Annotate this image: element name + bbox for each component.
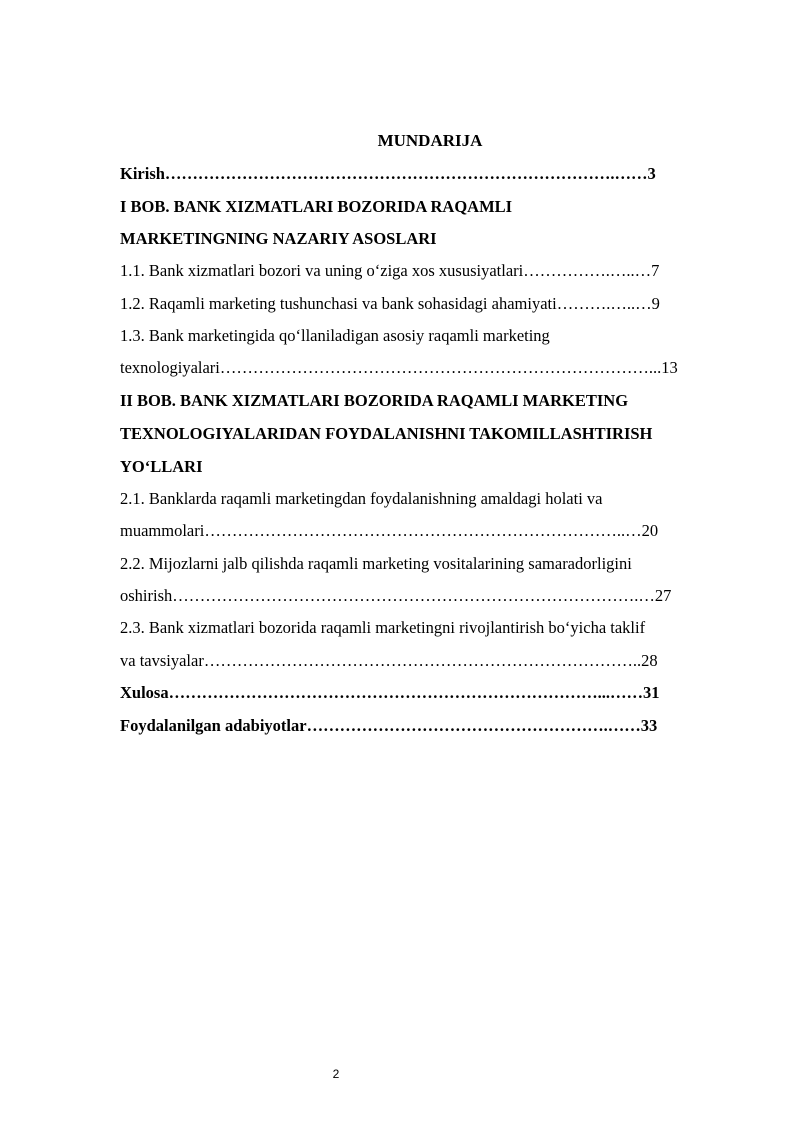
toc-entry-1-3-line-1: 1.3. Bank marketingida qoʻllaniladigan asosiy raqamli marketing — [120, 326, 550, 345]
toc-entry-references: Foydalanilgan adabiyotlar……………………………………………….……33 — [120, 716, 658, 735]
toc-chapter-2-heading-line-3: YOʻLLARI — [120, 457, 203, 476]
toc-entry-1-1: 1.1. Bank xizmatlari bozori va uning oʻziga xos xususiyatlari…………….…..…7 — [120, 261, 660, 280]
toc-title: MUNDARIJA — [377, 131, 483, 150]
toc-entry-introduction: Kirish……………………………………………………………………….……3 — [120, 164, 656, 183]
toc-entry-2-2-line-1: 2.2. Mijozlarni jalb qilishda raqamli marketing vositalarining samaradorligini — [120, 554, 632, 573]
page-number: 2 — [332, 1067, 340, 1081]
toc-chapter-1-heading-line-1: I BOB. BANK XIZMATLARI BOZORIDA RAQAMLI — [120, 197, 513, 216]
toc-entry-2-3-line-1: 2.3. Bank xizmatlari bozorida raqamli marketingni rivojlantirish boʻyicha taklif — [120, 618, 646, 637]
toc-chapter-2-heading-line-2: TEXNOLOGIYALARIDAN FOYDALANISHNI TAKOMILLASHTIRISH — [120, 424, 653, 443]
toc-entry-2-3-line-2: va tavsiyalar……………………………………………………………………..28 — [120, 651, 658, 670]
toc-chapter-1-heading-line-2: MARKETINGNING NAZARIY ASOSLARI — [120, 229, 437, 248]
toc-entry-1-2: 1.2. Raqamli marketing tushunchasi va bank sohasidagi ahamiyati……….…..…9 — [120, 294, 660, 313]
toc-entry-2-1-line-2: muammolari…………………………………………………………………..…20 — [120, 521, 659, 540]
toc-entry-conclusion: Xulosa……………………………………………………………………...……31 — [120, 683, 660, 702]
toc-chapter-2-heading-line-1: II BOB. BANK XIZMATLARI BOZORIDA RAQAMLI MARKETING — [120, 391, 629, 410]
toc-entry-1-3-line-2: texnologiyalari……………………………………………………………………...13 — [120, 358, 678, 377]
toc-entry-2-1-line-1: 2.1. Banklarda raqamli marketingdan foydalanishning amaldagi holati va — [120, 489, 603, 508]
toc-entry-2-2-line-2: oshirish………………………………………………………………………….…27 — [120, 586, 672, 605]
